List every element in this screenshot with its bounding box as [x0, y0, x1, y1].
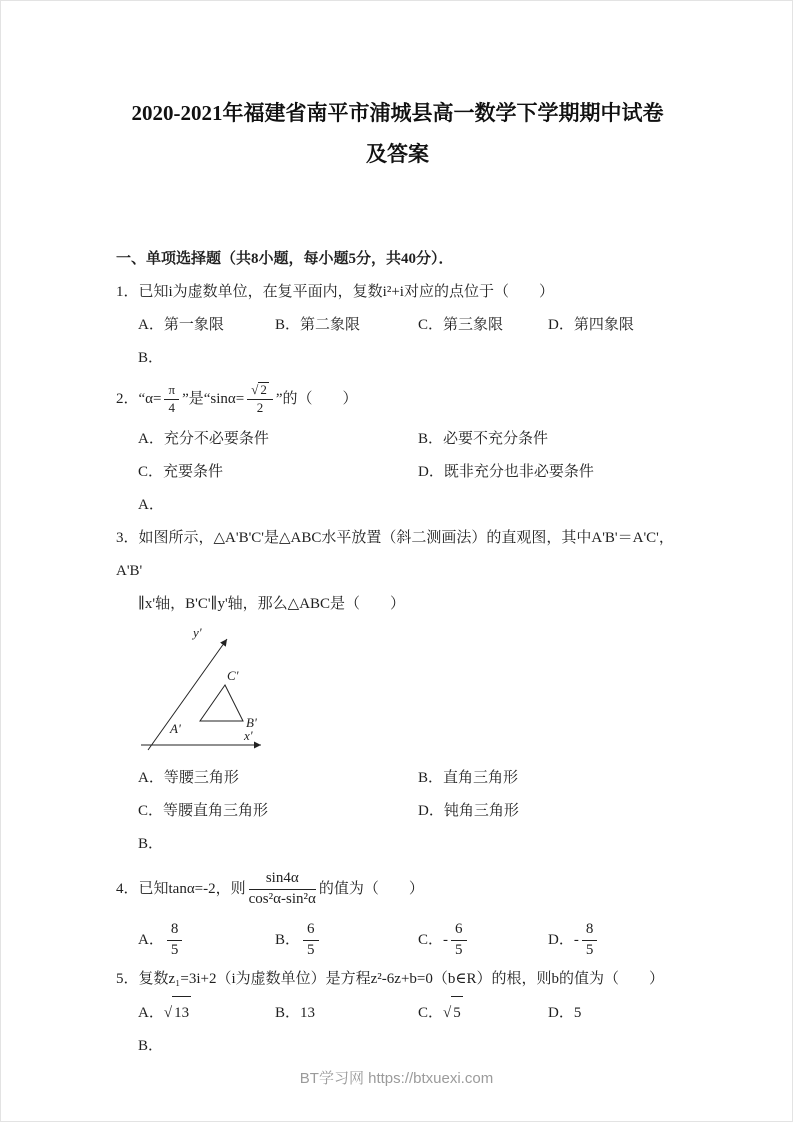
- q2-stem-pre: 2．“α=: [116, 390, 162, 407]
- radicand: 5: [451, 996, 463, 1030]
- q4-main-fraction: [249, 870, 316, 908]
- option-label: D．: [548, 931, 574, 948]
- question-2-answer: A．: [138, 497, 164, 513]
- option-label: A．: [138, 931, 164, 948]
- section-heading: 一、单项选择题（共8小题，每小题5分，共40分）．: [116, 251, 454, 267]
- question-1-option-d: D．第四象限: [548, 317, 634, 333]
- question-1-option-b: B．第二象限: [275, 317, 361, 333]
- question-4: [116, 861, 679, 963]
- fraction-8-over-5: $\frac{8}{5}$: [167, 921, 183, 959]
- fraction-6-over-5: $\frac{6}{5}$: [451, 921, 467, 959]
- document-content: [1, 1, 792, 1063]
- question-5-option-d: D．5: [548, 1004, 582, 1021]
- question-2-option-b: B．必要不充分条件: [418, 431, 549, 447]
- radicand: 2: [260, 382, 267, 398]
- question-3-options-row-1: [116, 762, 679, 795]
- a-prime-vertex-label: A': [170, 721, 181, 736]
- question-3: [116, 522, 679, 861]
- y-prime-axis-label: y': [193, 625, 202, 640]
- question-5-options: [116, 996, 679, 1030]
- minus-sign: -: [573, 931, 579, 948]
- y-prime-axis-line: [148, 639, 227, 750]
- question-3-figure-wrapper: [141, 623, 679, 758]
- radical-sign: √: [251, 382, 259, 398]
- question-2: [116, 375, 679, 522]
- question-2-option-d: D．既非充分也非必要条件: [418, 464, 594, 480]
- fraction-denominator: 2: [256, 400, 264, 415]
- radical-sqrt-13: [164, 1005, 191, 1021]
- fraction-8-over-5: $\frac{8}{5}$: [582, 921, 598, 959]
- question-2-options-row-1: [116, 423, 679, 456]
- c-prime-vertex-label: C': [227, 668, 239, 683]
- option-label: C．: [418, 1005, 444, 1021]
- question-5-option-c: [418, 996, 548, 1030]
- question-1-stem: 1．已知i为虚数单位，在复平面内，复数i²+i对应的点位于（ ）: [116, 284, 554, 300]
- fraction-pi-over-4: [164, 383, 179, 416]
- option-label: A．: [138, 1005, 164, 1021]
- question-3-option-c: C．等腰直角三角形: [138, 803, 269, 819]
- radicand: 13: [172, 996, 191, 1030]
- question-2-options-row-2: [116, 456, 679, 489]
- fraction-numerator: [247, 382, 273, 400]
- question-3-stem-line-2: ∥x'轴，B'C'∥y'轴，那么△ABC是（ ）: [138, 596, 406, 612]
- question-3-answer: B．: [138, 836, 164, 852]
- radical-sqrt-5: [443, 1005, 463, 1021]
- fraction-numerator: π: [164, 383, 179, 400]
- b-prime-vertex-label: B': [246, 715, 257, 730]
- question-5-stem: 5．复数z₁=3i+2（i为虚数单位）是方程z²-6z+b=0（b∈R）的根，则b的值为（ ）: [116, 971, 664, 987]
- question-4-option-b: [275, 921, 418, 959]
- fraction-numerator: sin4α: [249, 870, 316, 889]
- q4-stem-post: 的值为（ ）: [318, 880, 424, 897]
- radical-sign: √: [443, 1005, 452, 1021]
- x-prime-axis-label: x': [244, 728, 253, 743]
- question-5-option-a: [138, 996, 275, 1030]
- q2-stem-mid: ”是“sinα=: [182, 390, 245, 407]
- question-2-option-a: A．充分不必要条件: [138, 431, 269, 447]
- question-2-option-c: C．充要条件: [138, 464, 224, 480]
- footer-site-text: BT学习网 https://btxuexi.com: [299, 1070, 494, 1087]
- title-line-1: 2020-2021年福建省南平市浦城县高一数学下学期期中试卷: [131, 101, 664, 125]
- question-3-option-b: B．直角三角形: [418, 770, 519, 786]
- option-label: C．: [418, 931, 444, 948]
- question-4-options: [116, 917, 679, 963]
- minus-sign: -: [443, 931, 449, 948]
- q2-stem-post: ”的（ ）: [275, 390, 358, 407]
- question-3-stem-line-1: 3．如图所示，△A'B'C'是△ABC水平放置（斜二测画法）的直观图，其中A'B'＝A'C'，A'B': [116, 530, 674, 579]
- fraction-denominator: cos²α-sin²α: [248, 890, 316, 907]
- document-title: [116, 93, 679, 175]
- question-5-answer: B．: [138, 1038, 164, 1054]
- page-footer: [1, 1067, 792, 1088]
- question-4-option-d: [548, 921, 679, 959]
- question-1: [116, 276, 679, 375]
- question-3-option-d: D．钝角三角形: [418, 803, 519, 819]
- question-1-option-c: C．第三象限: [418, 317, 504, 333]
- q4-stem-pre: 4．已知tanα=-2，则: [116, 880, 246, 897]
- question-2-stem: [116, 375, 679, 423]
- question-1-options: [116, 309, 679, 342]
- question-5: [116, 963, 679, 1063]
- option-label: B．: [275, 931, 301, 948]
- radical-sign: √: [163, 1005, 173, 1021]
- question-1-answer: B．: [138, 350, 164, 366]
- title-line-2: 及答案: [366, 142, 429, 166]
- question-3-options-row-2: [116, 795, 679, 828]
- fraction-6-over-5: $\frac{6}{5}$: [303, 921, 319, 959]
- q3-oblique-axonometric-figure: [141, 623, 291, 753]
- question-5-option-b: B．13: [275, 1004, 316, 1021]
- fraction-denominator: 4: [168, 399, 176, 415]
- question-1-option-a: A．第一象限: [138, 317, 224, 333]
- question-4-option-c: [418, 921, 548, 959]
- question-3-option-a: A．等腰三角形: [138, 770, 239, 786]
- triangle-a-b-c-prime: [200, 685, 243, 721]
- fraction-sqrt2-over-2: [247, 382, 273, 416]
- question-4-stem: [116, 861, 679, 917]
- question-4-option-a: [138, 921, 275, 959]
